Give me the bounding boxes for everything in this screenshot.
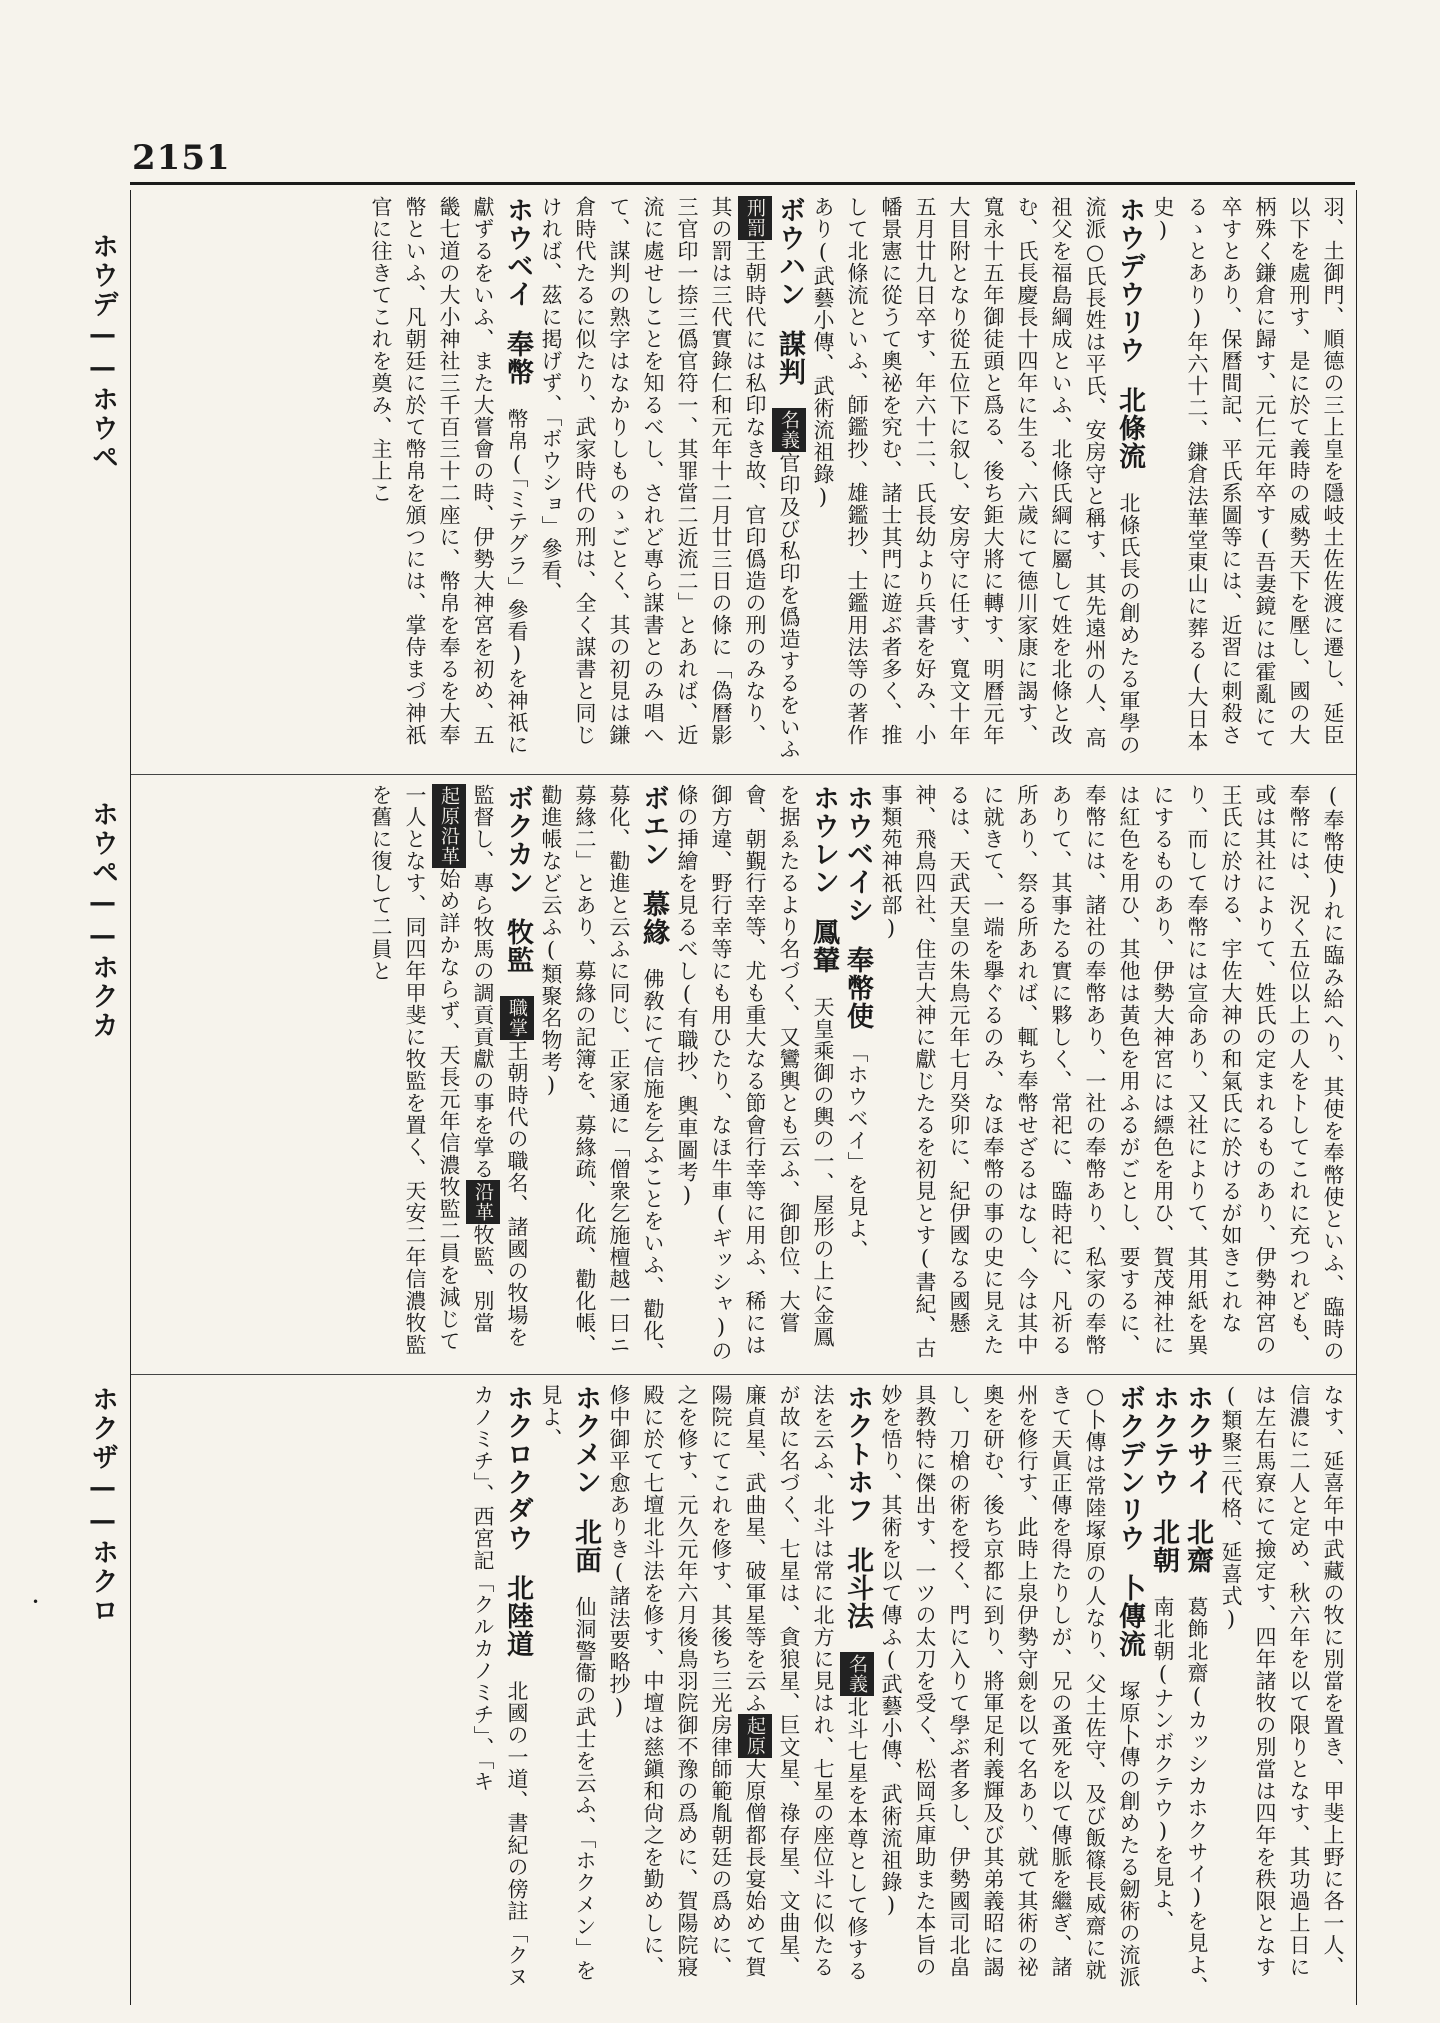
entry-text: なす、延喜年中武藏の牧に別當を置き、甲斐上野に各一人、信濃に二人と定め、秋六年を以て限りとなす、其功過上日には左右馬寮にて撿定す、四年諸牧の別當は四年を秩限となす(類聚三代格、延喜式) xyxy=(1219,1384,1345,1978)
entry-text: 王朝時代の職名、諸國の牧場を監督し、專ら牧馬の調貢貢獻の事を掌る xyxy=(471,784,529,1348)
entry xyxy=(670,784,840,1366)
side-label-3: ホクザ——ホクロ xyxy=(87,1385,118,1625)
entry-text: 北條氏長の創めたる軍學の流派○氏長姓は平氏、安房守と稱す、其先遠州の人、高祖父を福島綱成といふ、北條氏綱に屬して姓を北條と改む、氏長慶長十四年に生る、六歲にて德川家康に謁す、寬永十五年御徒頭と爲る、後ち鉅大將に轉す、明曆元年大目附となり從五位下に叙し、安房守に任す、寬文十年五月廿九日卒す、年六十二、氏長幼より兵書を好み、小幡景憲に從うて奧祕を究む、諸士其門に遊ぶ者多く、推して北條流といふ、師鑑抄、雄鑑抄、士鑑用法等の著作あり(武藝小傳、武術流祖錄) xyxy=(811,196,1141,756)
entry xyxy=(874,784,1350,1366)
entry xyxy=(1146,196,1350,766)
entry-headword: ホウデウリウ xyxy=(1114,196,1145,364)
category-badge: 起原 xyxy=(738,1714,772,1758)
entry-headword: ボウハン xyxy=(774,196,805,308)
entry-term: 鳳輦 xyxy=(808,918,839,974)
category-badge: 名義 xyxy=(772,408,806,452)
entry xyxy=(806,196,1146,766)
entry-text: 仙洞警衞の武士を云ふ、「ホクメン」を見よ、 xyxy=(539,1384,597,1982)
band-middle xyxy=(137,784,1350,1366)
band-bottom xyxy=(137,1384,1350,1999)
margin-note: (奉幣使) xyxy=(1321,784,1345,900)
entry xyxy=(534,196,806,766)
entry-headword: ホクテウ xyxy=(1148,1384,1179,1496)
entry-text: 「ホウベイ」を見よ、 xyxy=(845,1052,869,1262)
band-top xyxy=(137,196,1350,766)
entry-term: 卜傳流 xyxy=(1114,1574,1145,1658)
header-rule xyxy=(130,182,1355,185)
entry-text: 北國の一道、書紀の傍註「クヌカノミチ」、西宮記「クルカノミチ」、「キ xyxy=(471,1384,529,1988)
page-frame xyxy=(130,190,1357,2005)
entry-headword: ボクデンリウ xyxy=(1114,1384,1145,1552)
category-badge: 職掌 xyxy=(500,996,534,1040)
entry-text: 幣帛(「ミテグラ」參看)を神祇に獻ずるをいふ、また大嘗會の時、伊勢大神宮を初め、五畿七道の大小神社三千百三十二座に、幣帛を奉るを大奉幣といふ、凡朝廷に於て幣帛を頒つには、掌侍まづ神祇官に往きてこれを奠み、主上こ xyxy=(369,196,529,756)
entry xyxy=(1214,1384,1350,1999)
category-badge: 名義 xyxy=(840,1652,874,1696)
entry-term: 慕緣 xyxy=(638,890,669,946)
entry xyxy=(466,1384,534,1999)
entry-text: 南北朝(ナンボクテウ)を見よ、 xyxy=(1151,1596,1175,1932)
entry xyxy=(364,784,534,1366)
band-divider xyxy=(131,774,1356,775)
entry-text: 王朝時代には私印なき故、官印僞造の刑のみなり、其の罰は三代實錄仁和元年十二月廿三日の條に「偽曆影三官印一捺三僞官符一、其罪當二近流二」とあれば、近流に處せしことを知るべし、されど專ら謀書とのみ唱へて、謀判の熟字はなかりしものゝごとく、其の初見は鎌倉時代たるに似たり、武家時代の刑は、全く謀書と同じければ、茲に掲げず、「ボウショ」參看、 xyxy=(539,196,767,746)
entry xyxy=(840,784,874,1366)
category-badge: 沿革 xyxy=(466,1180,500,1224)
entry-term: 北面 xyxy=(570,1518,601,1574)
entry-text: 天皇乘御の輿の一、屋形の上に金鳳を据ゑたるより名づく、又鸞輿とも云ふ、御卽位、大嘗會、朝覲行幸等、尤も重大なる節會行幸等に用ふ、稀には御方違、野行幸等にも用ひたり、なほ牛車(ギッシャ)の條の挿繪を見るべし(有職抄、輿車圖考) xyxy=(675,784,835,1362)
entry-text: 葛飾北齋(カッシカホクサイ)を見よ、 xyxy=(1185,1596,1209,1998)
entry-headword: ボエン xyxy=(638,784,669,868)
entry-term: 奉幣 xyxy=(502,330,533,386)
entry-term: 奉幣使 xyxy=(842,946,873,1030)
side-label-2: ホウペ——ホクカ xyxy=(87,800,118,1040)
entry xyxy=(534,784,670,1366)
entry-term: 謀判 xyxy=(774,330,805,386)
entry-text: 佛敎にて信施を乞ふことをいふ、勸化、募化、勸進と云ふに同じ、正家通に「僧衆乞施檀越一曰ニ募緣二」とあり、募緣の記簿を、募緣疏、化疏、勸化帳、勸進帳など云ふ(類聚名物考) xyxy=(539,784,665,1364)
band-divider xyxy=(131,1374,1356,1375)
entry-text: 羽、土御門、順德の三上皇を隱岐土佐佐渡に遷し、延臣以下を處刑す、是に於て義時の威勢天下を壓し、國の大柄殊く鎌倉に歸す、元仁元年卒す(吾妻鏡には霍亂にて卒すとあり、保曆間記、平氏系圖等には、近習に刺殺さるゝとあり)年六十二、鎌倉法華堂東山に葬る(大日本史) xyxy=(1151,196,1345,752)
entry-text: 始め詳かならず、天長元年信濃牧監二員を減じて一人となす、同四年甲斐に牧監を置く、天安二年信濃牧監を舊に復して二員と xyxy=(369,784,461,1356)
entry-term: 北斗法 xyxy=(842,1546,873,1630)
entry-term: 北陸道 xyxy=(502,1574,533,1658)
entry xyxy=(1180,1384,1214,1999)
entry-headword: ホクロクダウ xyxy=(502,1384,533,1552)
entry-headword: ホクサイ xyxy=(1182,1384,1213,1496)
entry xyxy=(874,1384,1146,1999)
category-badge: 刑罰 xyxy=(738,196,772,240)
entry-text: 北斗七星を本尊として修する法を云ふ、北斗は常に北方に見はれ、七星の座位斗に似たるが故に名づく、七星は、貪狼星、巨文星、祿存星、文曲星、廉貞星、武曲星、破軍星等を云ふ xyxy=(743,1384,869,1982)
entry-term: 牧監 xyxy=(502,918,533,974)
entry-text: 大原僧都長宴始めて賀陽院にてこれを修す、其後ち三光房律師範胤朝廷の爲めに、之を修す、元久元年六月後鳥羽院御不豫の爲めに、賀陽院寢殿に於て七壇北斗法を修す、中壇は慈鎭和尙之を勤めしに、修中御平愈ありき(諸法要略抄) xyxy=(607,1384,767,1978)
entry-term: 北朝 xyxy=(1148,1518,1179,1574)
entry-headword: ホウレン xyxy=(808,784,839,896)
entry-text: れに臨み給へり、其使を奉幣使といふ、臨時の奉幣には、況く五位以上の人をトしてこれに充つれども、或は其社によりて、姓氏の定まれるものあり、伊勢神宮の王氏に於ける、宇佐大神の和氣氏に於けるが如きこれなり、而して奉幣には宣命あり、又社によりて、其用紙を異にするものあり、伊勢大神宮には縹色を用ひ、賀茂神社には紅色を用ひ、其他は黃色を用ふるがごとし、要するに、奉幣には、諸社の奉幣あり、一社の奉幣あり、私家の奉幣ありて、其事たる實に夥しく、常祀に、臨時祀に、凡祈る所あり、祭る所あれば、輒ち奉幣せざるはなし、今は其中に就きて、一端を擧ぐるのみ、なほ奉幣の事の史に見えたるは、天武天皇の朱鳥元年七月癸卯に、紀伊國なる國懸神、飛鳥四社、住吉大神に獻じたるを初見とす(書紀、古事類苑神祇部) xyxy=(879,784,1345,1362)
side-label-1: ホウデ——ホウペ xyxy=(87,232,118,472)
entry-headword: ボクカン xyxy=(502,784,533,896)
page-number: 2151 xyxy=(132,138,231,178)
entry xyxy=(602,1384,874,1999)
entry xyxy=(1146,1384,1180,1999)
entry-headword: ホクメン xyxy=(570,1384,601,1496)
category-badge: 起原沿革 xyxy=(432,784,466,868)
page-dot: • xyxy=(32,1595,40,1609)
entry-term: 北條流 xyxy=(1114,386,1145,470)
entry-headword: ホウベイシ xyxy=(842,784,873,924)
entry-text: 官印及び私印を僞造するをいふ xyxy=(777,452,801,760)
entry xyxy=(364,196,534,766)
entry-headword: ホクトホフ xyxy=(842,1384,873,1524)
entry-text: 塚原卜傳の創めたる劒術の流派○卜傳は常陸塚原の人なり、父土佐守、及び飯篠長威齋に就きて天眞正傳を得たりしが、兄の蚤死を以て傳脈を繼ぎ、諸州を修行す、此時上泉伊勢守劍を以て名あり、就て其術の祕奧を研む、後ち京都に到り、將軍足利義輝及び其弟義昭に謁し、刀槍の術を授く、門に入りて學ぶ者多し、伊勢國司北畠具教特に傑出す、一ツの太刀を受く、松岡兵庫助また本旨の妙を悟り、其術を以て傳ふ(武藝小傳、武術流祖錄) xyxy=(879,1384,1141,1988)
entry xyxy=(534,1384,602,1999)
entry-headword: ホウベイ xyxy=(502,196,533,308)
entry-text: 牧監、別當 xyxy=(471,1224,495,1334)
entry-term: 北齋 xyxy=(1182,1518,1213,1574)
